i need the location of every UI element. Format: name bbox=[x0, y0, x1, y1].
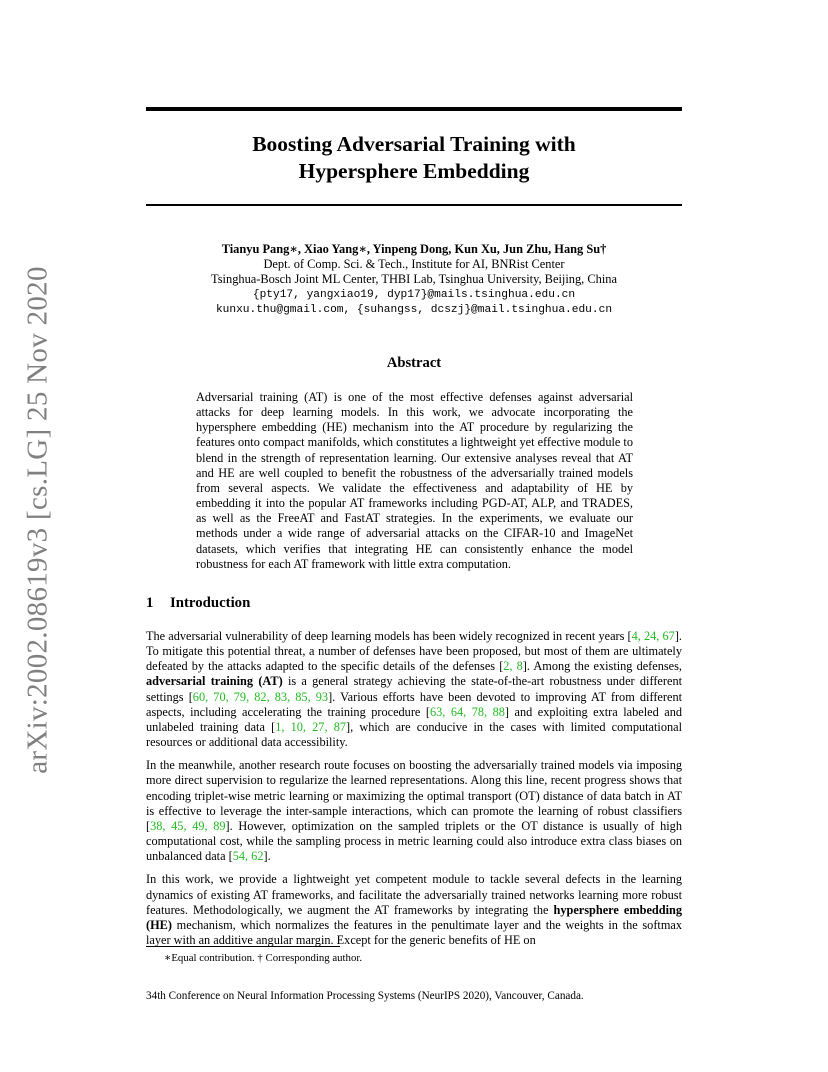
author-names: Tianyu Pang∗, Xiao Yang∗, Yinpeng Dong, Kun Xu, Jun Zhu, Hang Su† bbox=[221, 242, 607, 256]
text-run: In this work, we provide a lightweight yet competent module to tackle several defects in the learning dynamics of existing AT frameworks, and facilitate the adversarially trained networks learning more robust features. Methodologically, we augment the AT frameworks by integrating the bbox=[146, 872, 682, 917]
text-run: ]. Among the existing defenses, bbox=[522, 659, 682, 674]
citation-link[interactable]: 60, 70, 79, 82, 83, 85, 93 bbox=[192, 689, 329, 704]
text-run: ]. bbox=[263, 849, 271, 864]
text-run: The adversarial vulnerability of deep learning models has been widely recognized in recent years [ bbox=[146, 629, 632, 643]
section-title: Introduction bbox=[170, 595, 251, 611]
title-line-1: Boosting Adversarial Training with bbox=[252, 132, 576, 156]
bold-term: hypersphere embedding (HE) bbox=[146, 902, 683, 932]
paragraph-3 bbox=[146, 872, 682, 948]
paragraph-1 bbox=[146, 629, 682, 750]
paper-title bbox=[146, 131, 682, 185]
abstract-heading: Abstract bbox=[386, 355, 442, 371]
abstract-text: Adversarial training (AT) is one of the most effective defenses against adversarial attacks for deep learning models. In this work, we advocate incorporating the hypersphere embedding (HE) mechanism into the AT procedure by regularizing the features onto compact manifolds, which constitutes a lightweight yet effective module to blend in the strength of representation learning. Our extensive analyses reveal that AT and HE are well coupled to benefit the robustness of the adversarially trained models from several aspects. We validate the effectiveness and adaptability of HE by embedding it into the popular AT frameworks including PGD-AT, ALP, and TRADES, as well as the FreeAT and FastAT strategies. In the experiments, we evaluate our methods under a wide range of adversarial attacks on the CIFAR-10 and ImageNet datasets, which verifies that integrating HE can consistently enhance the model robustness for each AT framework with little extra computation. bbox=[196, 390, 633, 571]
text-run: ], which are conducive in the cases with limited computational resources or additional data accessibility. bbox=[146, 719, 682, 750]
footnote: ∗Equal contribution. † Corresponding author. bbox=[164, 952, 363, 964]
section-number: 1 bbox=[146, 595, 154, 611]
text-run: In the meanwhile, another research route focuses on boosting the adversarially trained models via imposing more direct supervision to regularize the learned representations. Along this line, recent progress shows that encoding triplet-wise metric learning or maximizing the optimal transport (OT) distance of data batch in AT is effective to leverage the inter-sample interactions, which can promote the learning of robust classifiers [ bbox=[146, 758, 682, 833]
citation-link[interactable]: 38, 45, 49, 89 bbox=[150, 818, 226, 833]
text-run: ]. Various efforts have been devoted to improving AT from different aspects, including accelerating the training procedure [ bbox=[146, 689, 683, 719]
citation-link[interactable]: 1, 10, 27, 87 bbox=[275, 719, 346, 734]
citation-link[interactable]: 2, 8 bbox=[503, 659, 523, 674]
text-run: mechanism, which normalizes the features in the penultimate layer and the weights in the softmax layer with an additive angular margin. Except for the generic benefits of HE on bbox=[146, 917, 682, 947]
title-top-rule bbox=[146, 107, 682, 111]
author-block bbox=[146, 242, 682, 318]
text-run: ] and exploiting extra labeled and unlabeled training data [ bbox=[146, 704, 683, 734]
citation-link[interactable]: 54, 62 bbox=[232, 849, 264, 864]
section-heading bbox=[146, 595, 250, 612]
email-line-2: kunxu.thu@gmail.com, {suhangss, dcszj}@mail.tsinghua.edu.cn bbox=[215, 303, 613, 316]
affiliation-2: Tsinghua-Bosch Joint ML Center, THBI Lab, Tsinghua University, Beijing, China bbox=[211, 272, 617, 287]
bold-term: adversarial training (AT) bbox=[146, 674, 283, 689]
affiliation-1: Dept. of Comp. Sci. & Tech., Institute for AI, BNRist Center bbox=[263, 257, 565, 272]
citation-link[interactable]: 4, 24, 67 bbox=[631, 629, 675, 643]
title-bottom-rule bbox=[146, 204, 682, 206]
text-run: is a general strategy achieving the state-of-the-art robustness under different settings [ bbox=[146, 674, 683, 704]
conference-note: 34th Conference on Neural Information Processing Systems (NeurIPS 2020), Vancouver, Canada. bbox=[146, 990, 584, 1002]
email-line-1: {pty17, yangxiao19, dyp17}@mails.tsinghua.edu.cn bbox=[252, 288, 576, 301]
arxiv-identifier: arXiv:2002.08619v3 [cs.LG] 25 Nov 2020 bbox=[21, 266, 54, 774]
title-line-2: Hypersphere Embedding bbox=[298, 159, 530, 183]
introduction-body bbox=[146, 629, 682, 956]
citation-link[interactable]: 63, 64, 78, 88 bbox=[429, 704, 505, 719]
text-run: ]. However, optimization on the sampled triplets or the OT distance is usually of high computational cost, while the sampling process in metric learning could also introduce extra class biases on unbalanced data [ bbox=[146, 818, 682, 864]
paragraph-2 bbox=[146, 758, 682, 864]
footnote-rule bbox=[146, 946, 340, 947]
text-run: ]. To mitigate this potential threat, a number of defenses have been proposed, but most of them are ultimately defeated by the attacks adapted to the specific details of the defenses [ bbox=[146, 629, 682, 674]
